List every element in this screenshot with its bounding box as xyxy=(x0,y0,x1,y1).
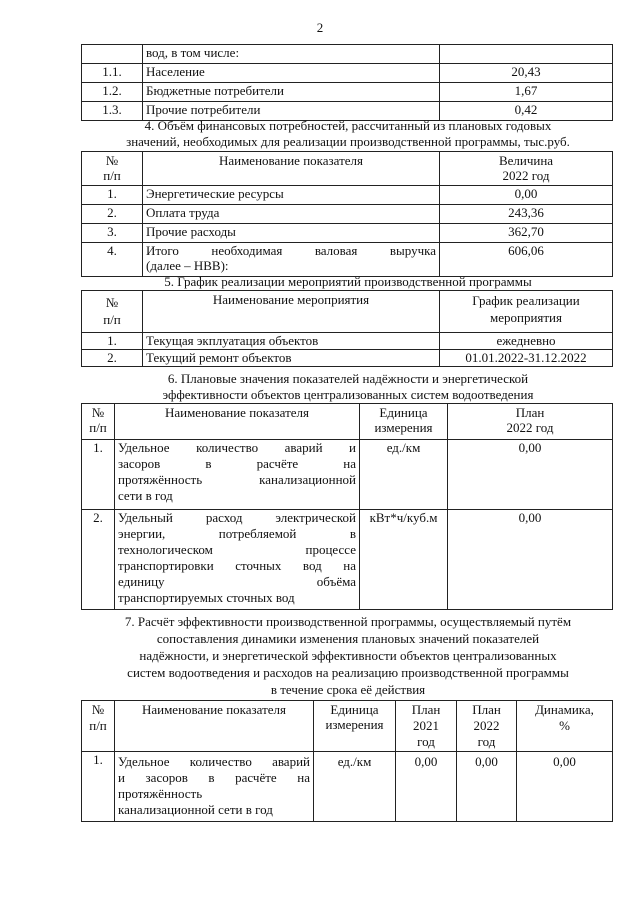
header-dynamics: Динамика, % xyxy=(517,701,613,752)
table-row xyxy=(82,224,613,243)
cell-value xyxy=(440,45,613,64)
table-row xyxy=(82,186,613,205)
table-consumers xyxy=(81,44,613,121)
cell-name: Текущий ремонт объектов xyxy=(143,350,440,367)
table-row xyxy=(82,510,613,610)
header-plan-2021: План 2021 год xyxy=(396,701,457,752)
cell-num: 1. xyxy=(82,186,143,205)
table-row xyxy=(82,83,613,102)
cell-value: 243,36 xyxy=(440,205,613,224)
cell-name: Оплата труда xyxy=(143,205,440,224)
section-4-title: 4. Объём финансовых потребностей, рассчитанный из плановых годовых значений, необходимых для реализации производственной программы, тыс.руб. xyxy=(126,118,570,149)
cell-name: Энергетические ресурсы xyxy=(143,186,440,205)
header-value: Величина 2022 год xyxy=(440,152,613,186)
table-row xyxy=(82,333,613,350)
cell-value: 0,00 xyxy=(440,186,613,205)
cell-unit: ед./км xyxy=(314,752,396,822)
header-name: Наименование мероприятия xyxy=(143,291,440,333)
cell-value: 20,43 xyxy=(440,64,613,83)
cell-num xyxy=(82,45,143,64)
table-financial-needs xyxy=(81,151,613,277)
table-row xyxy=(82,752,613,822)
cell-num: 1. xyxy=(82,752,115,822)
table-row xyxy=(82,64,613,83)
cell-name: Удельное количество аварий и засоров в расчёте на протяжённость канализационной сети в год xyxy=(115,752,314,822)
table-row xyxy=(82,45,613,64)
cell-name: Итого необходимая валовая выручка (далее – НВВ): xyxy=(143,243,440,277)
cell-num: 2. xyxy=(82,205,143,224)
cell-name: Удельное количество аварий и засоров в расчёте на протяжённость канализационной сети в год xyxy=(115,440,360,510)
cell-num: 1. xyxy=(82,333,143,350)
cell-name: Прочие потребители xyxy=(143,102,440,121)
cell-value: 606,06 xyxy=(440,243,613,277)
header-name: Наименование показателя xyxy=(115,701,314,752)
cell-name: Текущая экплуатация объектов xyxy=(143,333,440,350)
cell-name: Бюджетные потребители xyxy=(143,83,440,102)
section-6-title: 6. Плановые значения показателей надёжности и энергетической эффективности объектов централизованных систем водоотведения xyxy=(162,371,534,402)
cell-num: 4. xyxy=(82,243,143,277)
cell-num: 1. xyxy=(82,440,115,510)
header-num: № п/п xyxy=(82,291,143,333)
table-row xyxy=(82,440,613,510)
cell-value: 362,70 xyxy=(440,224,613,243)
table-reliability xyxy=(81,403,613,610)
cell-schedule: 01.01.2022-31.12.2022 xyxy=(440,350,613,367)
cell-unit: ед./км xyxy=(360,440,448,510)
header-num: № п/п xyxy=(82,152,143,186)
header-plan-2022: План 2022 год xyxy=(457,701,517,752)
header-num: № п/п xyxy=(82,404,115,440)
cell-num: 1.2. xyxy=(82,83,143,102)
cell-name: Прочие расходы xyxy=(143,224,440,243)
cell-name: Население xyxy=(143,64,440,83)
table-row xyxy=(82,243,613,277)
table-schedule xyxy=(81,290,613,367)
page-number: 2 xyxy=(316,20,324,35)
table-efficiency xyxy=(81,700,613,822)
table-header-row xyxy=(82,152,613,186)
header-plan: План 2022 год xyxy=(448,404,613,440)
cell-num: 1.1. xyxy=(82,64,143,83)
table-header-row xyxy=(82,404,613,440)
cell-unit: кВт*ч/куб.м xyxy=(360,510,448,610)
cell-schedule: ежедневно xyxy=(440,333,613,350)
cell-plan-2021: 0,00 xyxy=(396,752,457,822)
cell-plan: 0,00 xyxy=(448,440,613,510)
table-row xyxy=(82,350,613,367)
cell-value: 0,42 xyxy=(440,102,613,121)
cell-num: 1.3. xyxy=(82,102,143,121)
header-name: Наименование показателя xyxy=(143,152,440,186)
cell-value: 1,67 xyxy=(440,83,613,102)
header-num: № п/п xyxy=(82,701,115,752)
cell-plan: 0,00 xyxy=(448,510,613,610)
cell-num: 3. xyxy=(82,224,143,243)
cell-dynamics: 0,00 xyxy=(517,752,613,822)
cell-name: вод, в том числе: xyxy=(143,45,440,64)
table-header-row xyxy=(82,701,613,752)
header-schedule: График реализации мероприятия xyxy=(440,291,613,333)
section-7-title: 7. Расчёт эффективности производственной программы, осуществляемый путём сопоставления динамики изменения плановых значений показателей надёжности, и энергетической эффективности объектов централизованных систем водоотведения и расходов на реализацию производственной программы в течение срока её действия xyxy=(124,614,572,697)
table-row xyxy=(82,205,613,224)
header-unit: Единица измерения xyxy=(360,404,448,440)
cell-num: 2. xyxy=(82,350,143,367)
cell-name: Удельный расход электрической энергии, потребляемой в технологическом процессе транспортировки сточных вод на единицу объёма транспортируемых сточных вод xyxy=(115,510,360,610)
cell-num: 2. xyxy=(82,510,115,610)
header-unit: Единица измерения xyxy=(314,701,396,752)
table-header-row xyxy=(82,291,613,333)
cell-plan-2022: 0,00 xyxy=(457,752,517,822)
section-5-title: 5. График реализации мероприятий производственной программы xyxy=(164,274,532,289)
header-name: Наименование показателя xyxy=(115,404,360,440)
